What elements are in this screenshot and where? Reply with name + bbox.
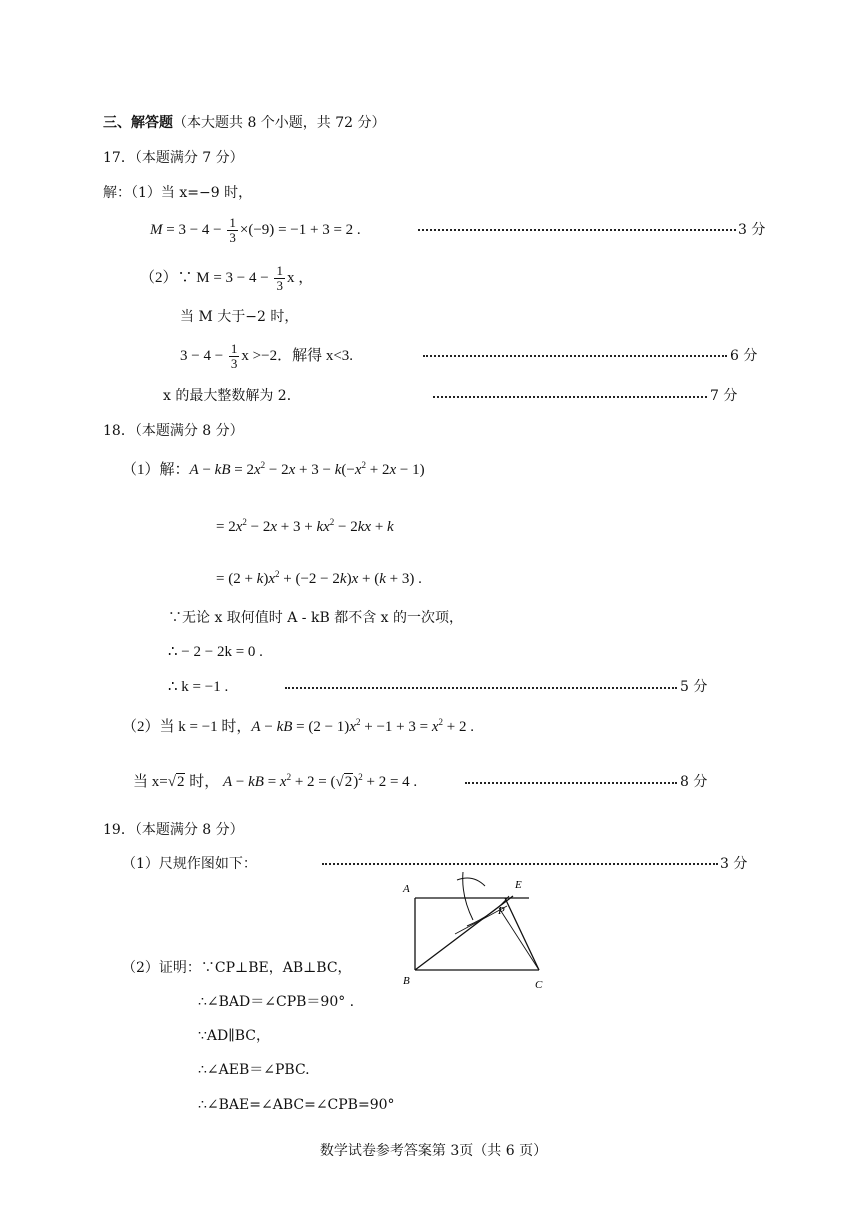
- q17-line6: x 的最大整数解为 2．: [163, 388, 301, 404]
- q18-line2: = $2x^2 - 2x + 3 + kx^2 - 2kx + k$: [216, 517, 394, 535]
- q18-line7: （2）当 k = −1 时，A − kB = $(2 - 1)x^2 + -1 + 3 = x^2 + 2$ .: [122, 717, 474, 735]
- leader-dots: [433, 396, 707, 398]
- q18-line8: 当 x=√2 时， A − kB = $x^2 + 2 = (√2)^2 + 2 = 4$ .: [133, 772, 418, 790]
- q17-header: 17．（本题满分 7 分）: [103, 150, 244, 166]
- q17-equation1: M = 3 − 4 − $\frac{1}{3}$ ×(−9) = −1 + 3 = 2 .: [150, 215, 361, 245]
- segment-cp: [499, 908, 539, 970]
- q19-line3: ∴∠BAD＝∠CPB＝90° .: [198, 994, 355, 1010]
- leader-dots: [322, 863, 718, 865]
- q18-line6: ∴ k = −1 .: [168, 679, 229, 695]
- q18-line1: （1）解：A − kB = $2x^2 - 2x + 3 - k(-x^2 + 2x - 1)$: [122, 460, 425, 478]
- label-b: B: [403, 975, 410, 987]
- leader-dots: [285, 687, 677, 689]
- label-a: A: [403, 883, 410, 895]
- q19-line6: ∴∠BAE=∠ABC=∠CPB=90°: [198, 1097, 395, 1113]
- q19-line4: ∵AD∥BC，: [198, 1028, 270, 1044]
- q19-header: 19．（本题满分 8 分）: [103, 822, 244, 838]
- label-p: P: [498, 905, 505, 917]
- score-label: 6 分: [730, 348, 758, 364]
- q17-line4: 当 M 大于−2 时，: [180, 309, 299, 325]
- q17-line1: 解：（1）当 x=−9 时，: [103, 185, 253, 201]
- page-footer: 数学试卷参考答案第 3页（共 6 页）: [319, 1143, 548, 1159]
- score-label: 8 分: [680, 774, 708, 790]
- label-e: E: [515, 879, 522, 891]
- q19-line1: （1）尺规作图如下：: [122, 856, 257, 872]
- q18-line3: = $(2 + k)x^2 + (-2 - 2k)x + (k + 3)$ .: [216, 569, 422, 587]
- leader-dots: [423, 355, 727, 357]
- score-label: 5 分: [680, 679, 708, 695]
- segment-ce: [505, 898, 539, 970]
- score-label: 7 分: [710, 388, 738, 404]
- q19-line5: ∴∠AEB＝∠PBC.: [198, 1062, 310, 1078]
- q17-line3: （2）∵ M = 3 − 4 − $\frac{1}{3}$ x ，: [140, 263, 314, 293]
- leader-dots: [465, 782, 677, 784]
- score-label: 3 分: [738, 222, 766, 238]
- construction-arc: [457, 878, 485, 886]
- q18-line4: ∵无论 x 取何值时 A - kB 都不含 x 的一次项，: [168, 610, 464, 626]
- section-title: 三、解答题（本大题共 8 个小题，共 72 分）: [103, 115, 386, 131]
- q17-line5: 3 − 4 − $\frac{1}{3}$ x >−2．解得 x<3.: [180, 341, 354, 371]
- construction-arc: [463, 872, 473, 920]
- construction-figure: [395, 866, 555, 996]
- score-label: 3 分: [720, 856, 748, 872]
- q19-line2: （2）证明：∵CP⊥BE，AB⊥BC，: [122, 960, 352, 976]
- q18-line5: ∴ − 2 − 2k = 0 .: [168, 644, 263, 660]
- q18-header: 18．（本题满分 8 分）: [103, 423, 244, 439]
- label-c: C: [535, 979, 543, 991]
- leader-dots: [418, 229, 736, 231]
